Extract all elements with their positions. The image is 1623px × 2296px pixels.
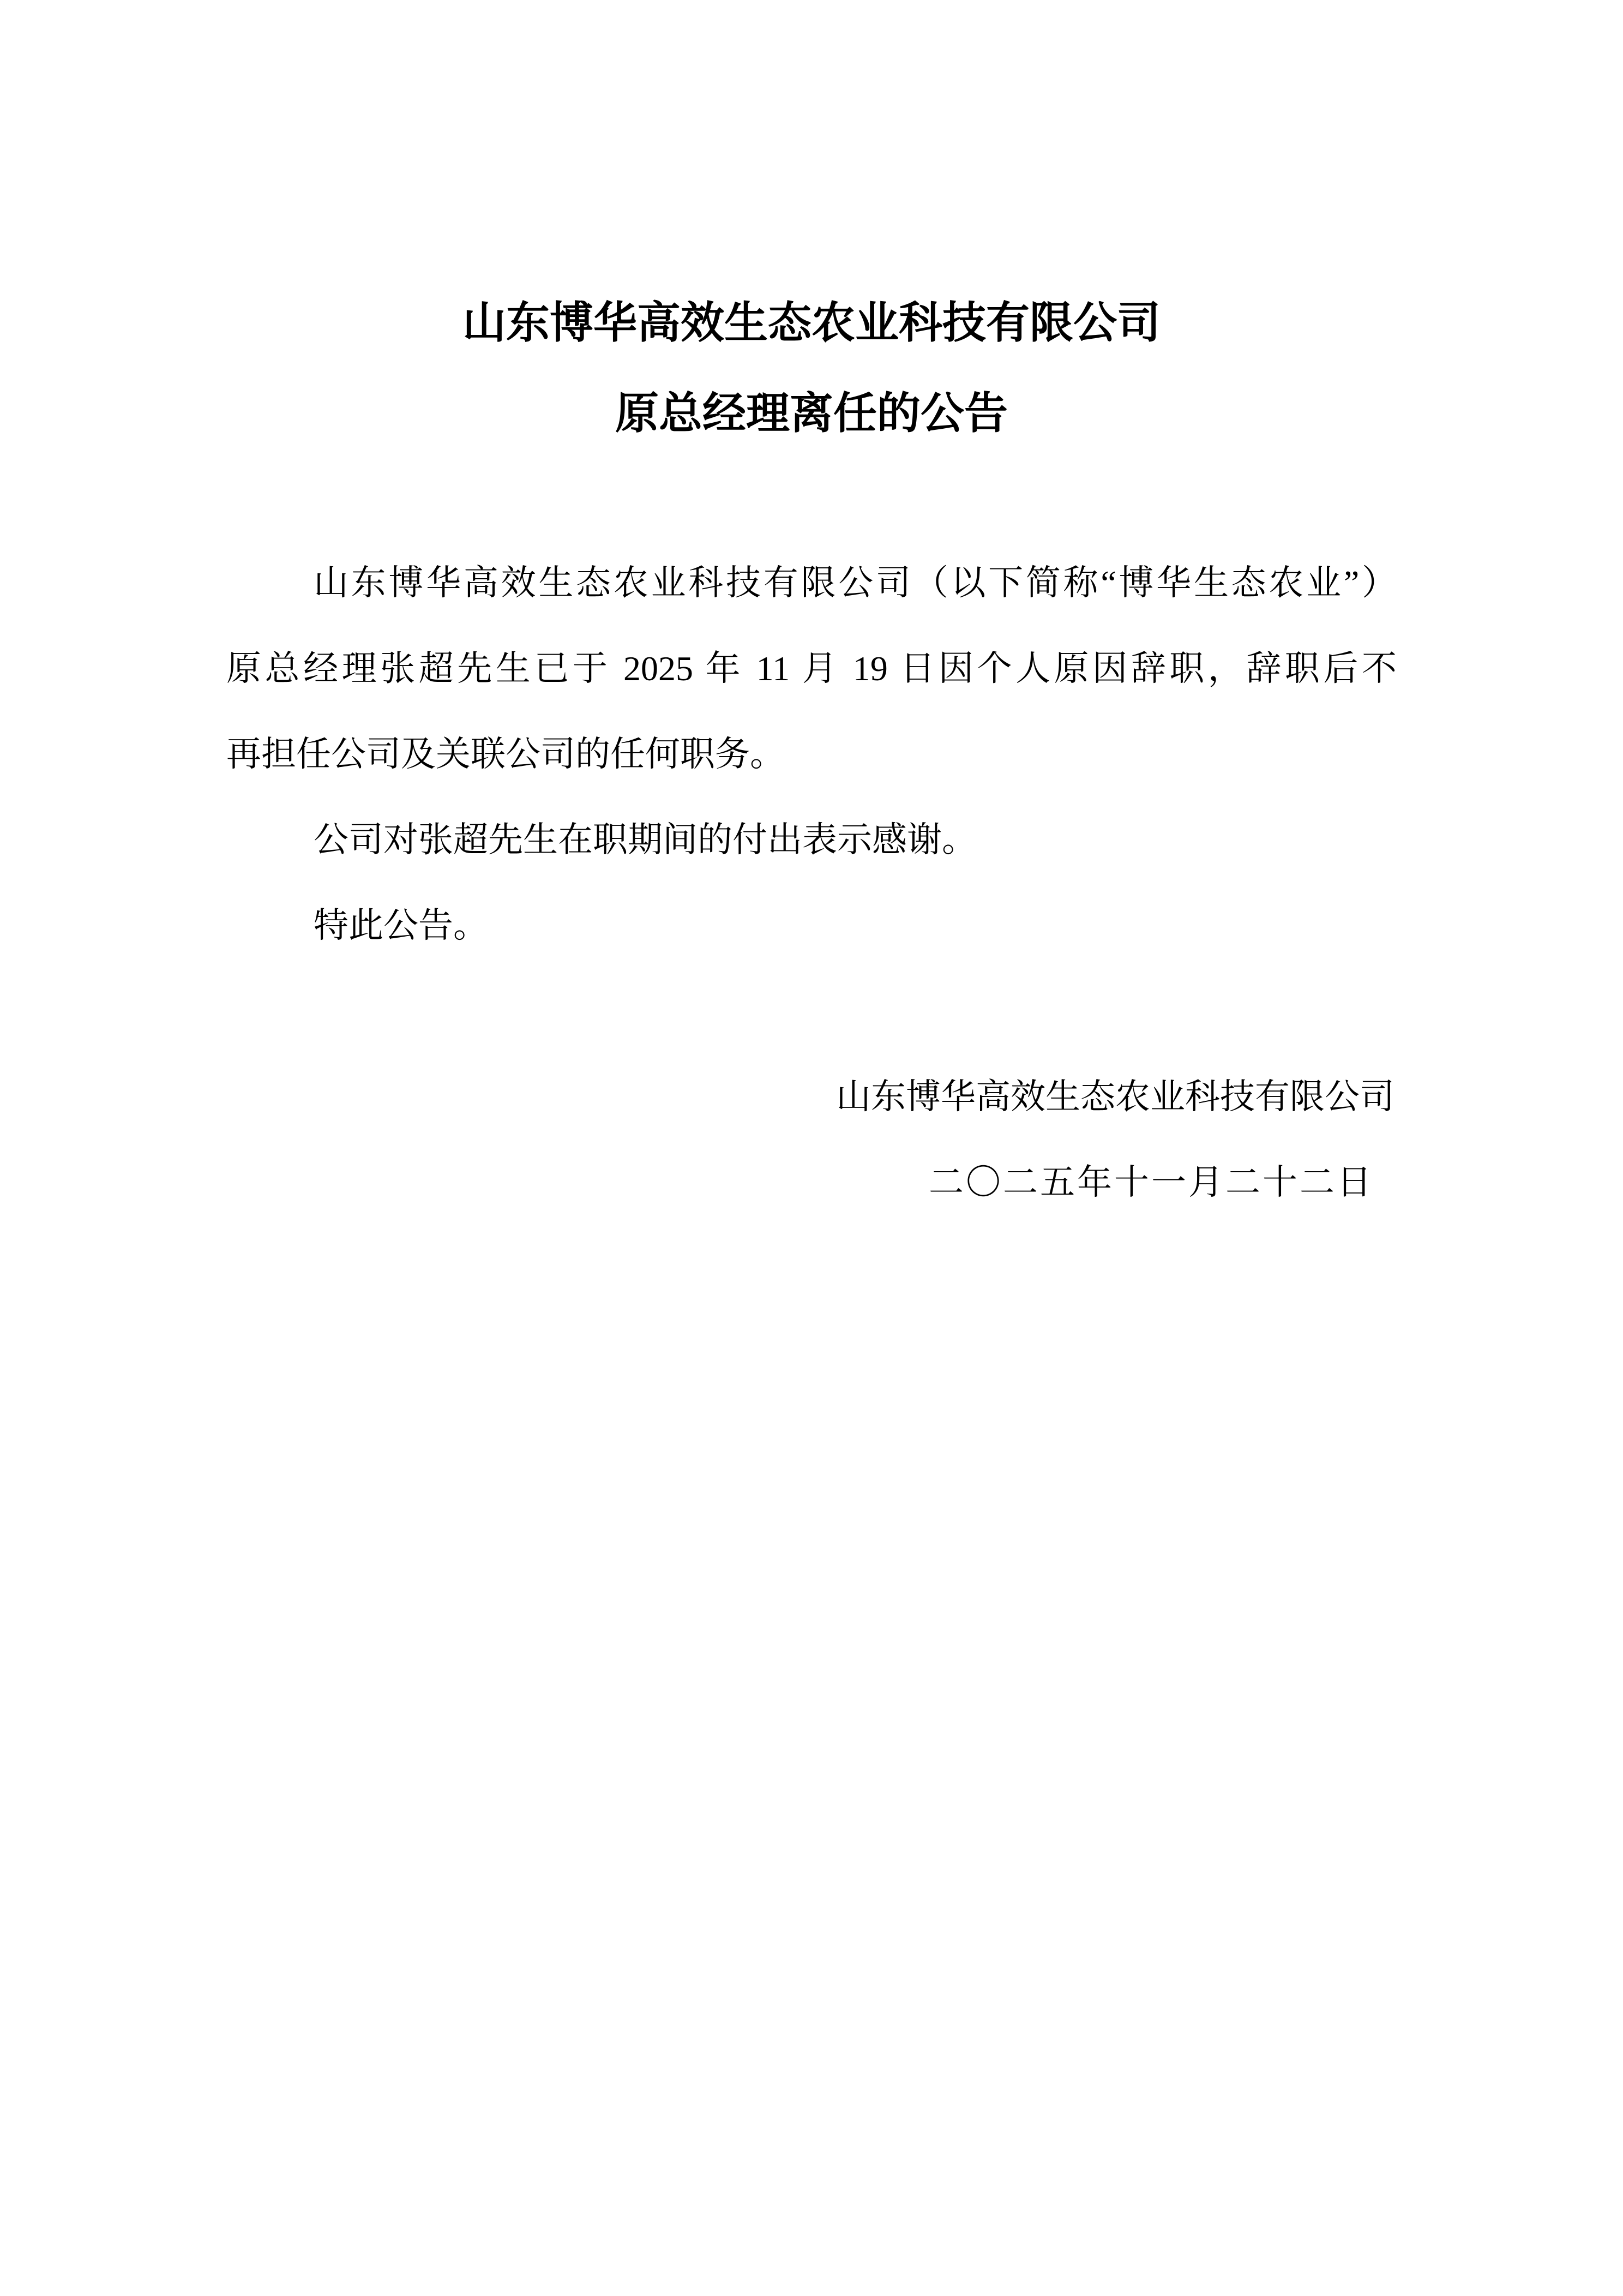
title-line-announcement: 原总经理离任的公告 [615, 389, 1008, 437]
paragraph1-line1: 山东博华高效生态农业科技有限公司（以下简称“博华生态农业”） [314, 563, 1397, 602]
document-body [226, 540, 1397, 1225]
document-title [226, 0, 1397, 459]
signature-date: 二〇二五年十一月二十二日 [929, 1163, 1374, 1202]
paragraph1-line3: 再担任公司及关联公司的任何职务。 [226, 735, 785, 774]
title-line-company: 山东博华高效生态农业科技有限公司 [462, 298, 1161, 347]
paragraph2-thanks: 公司对张超先生在职期间的付出表示感谢。 [314, 820, 977, 859]
signature-company-name: 山东博华高效生态农业科技有限公司 [836, 1077, 1394, 1116]
paragraph1-line2: 原总经理张超先生已于 2025 年 11 月 19 日因个人原因辞职，辞职后不 [226, 649, 1397, 688]
paragraph3-hereby-announced: 特此公告。 [314, 906, 488, 945]
